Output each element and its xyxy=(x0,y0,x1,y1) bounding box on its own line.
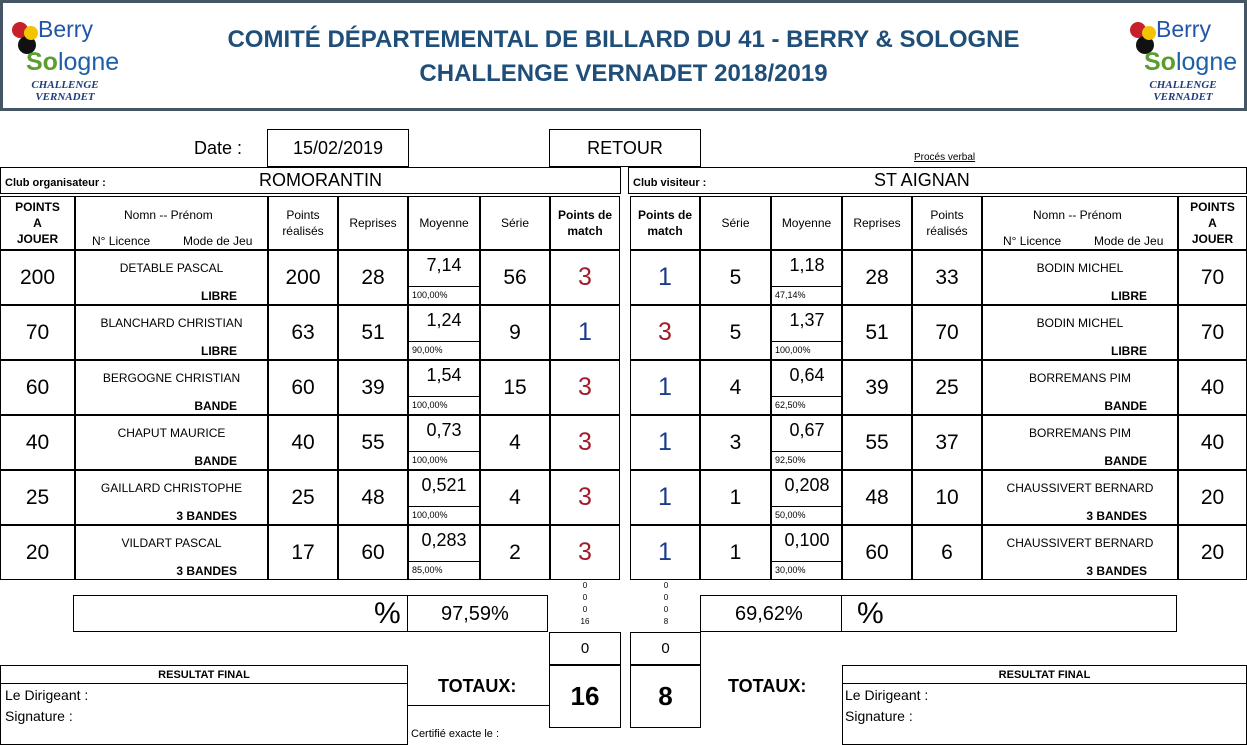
home-percentage: 97,59% xyxy=(441,603,509,625)
home-final-box xyxy=(0,665,408,745)
home-summary-box xyxy=(73,595,548,632)
signature-label: Signature : xyxy=(5,708,73,724)
divider xyxy=(409,561,479,562)
totaux-label: TOTAUX: xyxy=(438,676,517,696)
away-small-values: 0 0 0 8 xyxy=(663,581,669,626)
moyenne-value: 1,54 xyxy=(426,365,462,385)
serie: 5 xyxy=(700,305,771,360)
logo-challenge-text: CHALLENGE xyxy=(1149,79,1217,91)
moyenne-cell xyxy=(408,305,480,360)
header-reprises: Reprises xyxy=(338,196,408,250)
moyenne-value: 0,521 xyxy=(421,475,467,495)
reprises: 28 xyxy=(842,250,912,305)
date-label: Date : xyxy=(194,138,243,158)
serie: 1 xyxy=(700,470,771,525)
points-realises: 37 xyxy=(912,415,982,470)
reprises: 60 xyxy=(842,525,912,580)
yellow-ball-icon xyxy=(1142,26,1156,40)
divider xyxy=(409,341,479,342)
header-reprises: Reprises xyxy=(842,196,912,250)
moyenne-cell xyxy=(408,360,480,415)
moyenne-cell xyxy=(408,525,480,580)
resultat-final-label: RESULTAT FINAL xyxy=(843,666,1246,684)
player-name: BERGOGNE CHRISTIAN xyxy=(102,371,241,385)
points-match: 3 xyxy=(550,250,620,305)
player-cell xyxy=(982,415,1178,470)
points-match: 3 xyxy=(550,360,620,415)
dirigeant-label: Le Dirigeant : xyxy=(845,687,929,703)
game-mode: 3 BANDES xyxy=(1086,564,1147,578)
moyenne-cell xyxy=(408,415,480,470)
divider xyxy=(772,396,841,397)
home-zero-cell: 0 xyxy=(549,632,621,665)
player-cell xyxy=(982,305,1178,360)
header-points-match: Points de match xyxy=(630,196,700,250)
reprises: 55 xyxy=(842,415,912,470)
points-realises: 25 xyxy=(912,360,982,415)
serie: 3 xyxy=(700,415,771,470)
berry-sologne-logo-right xyxy=(1122,6,1242,106)
serie: 1 xyxy=(700,525,771,580)
points-realises: 60 xyxy=(268,360,338,415)
points-a-jouer: 70 xyxy=(1178,305,1247,360)
points-match: 1 xyxy=(630,525,700,580)
player-name: BORREMANS PIM xyxy=(1028,371,1131,385)
divider xyxy=(841,596,842,631)
player-cell xyxy=(75,470,268,525)
moyenne-percentage: 92,50% xyxy=(775,455,806,465)
points-a-jouer: 200 xyxy=(0,250,75,305)
moyenne-value: 1,24 xyxy=(426,310,462,330)
moyenne-value: 0,73 xyxy=(426,420,462,440)
logo-sologne-text: Sologne xyxy=(26,48,120,76)
header-moyenne: Moyenne xyxy=(771,196,842,250)
game-mode: BANDE xyxy=(1104,399,1147,413)
reprises: 51 xyxy=(338,305,408,360)
berry-sologne-logo-left xyxy=(4,6,124,106)
game-mode: 3 BANDES xyxy=(176,509,237,523)
divider xyxy=(772,451,841,452)
divider xyxy=(407,596,408,631)
points-a-jouer: 70 xyxy=(0,305,75,360)
game-mode: BANDE xyxy=(1104,454,1147,468)
divider xyxy=(772,561,841,562)
moyenne-cell xyxy=(771,250,842,305)
player-name: BODIN MICHEL xyxy=(1036,316,1124,330)
points-a-jouer: 40 xyxy=(0,415,75,470)
home-total: 16 xyxy=(549,665,621,728)
points-a-jouer: 25 xyxy=(0,470,75,525)
header-nom-prenom: Nomn -- Prénom N° Licence Mode de Jeu xyxy=(75,196,268,250)
away-total: 8 xyxy=(630,665,701,728)
percent-symbol: % xyxy=(857,597,884,630)
moyenne-value: 7,14 xyxy=(426,255,462,275)
home-small-values: 0 0 0 16 xyxy=(580,581,590,626)
serie: 4 xyxy=(480,415,550,470)
reprises: 39 xyxy=(338,360,408,415)
away-totaux-area xyxy=(701,665,842,705)
player-cell xyxy=(75,415,268,470)
moyenne-value: 0,100 xyxy=(784,530,830,550)
divider xyxy=(772,286,841,287)
signature-label: Signature : xyxy=(845,708,913,724)
yellow-ball-icon xyxy=(24,26,38,40)
moyenne-cell xyxy=(408,470,480,525)
club-organisateur-box xyxy=(0,167,621,194)
divider xyxy=(408,705,549,706)
logo-sologne-text: Sologne xyxy=(1144,48,1238,76)
proces-verbal-link: Procés verbal xyxy=(914,152,976,163)
logo-vernadet-text: VERNADET xyxy=(35,91,95,103)
points-realises: 17 xyxy=(268,525,338,580)
serie: 15 xyxy=(480,360,550,415)
moyenne-value: 1,37 xyxy=(789,310,825,330)
points-match: 1 xyxy=(630,470,700,525)
player-cell xyxy=(75,360,268,415)
serie: 2 xyxy=(480,525,550,580)
reprises: 28 xyxy=(338,250,408,305)
dirigeant-label: Le Dirigeant : xyxy=(5,687,89,703)
player-name: GAILLARD CHRISTOPHE xyxy=(100,481,243,495)
divider xyxy=(772,341,841,342)
points-a-jouer: 40 xyxy=(1178,360,1247,415)
header-moyenne: Moyenne xyxy=(408,196,480,250)
player-cell xyxy=(75,250,268,305)
away-final-box xyxy=(842,665,1247,745)
header-serie: Série xyxy=(480,196,550,250)
header-points-realises: Points réalisés xyxy=(912,196,982,250)
page-subtitle: CHALLENGE VERNADET 2018/2019 xyxy=(419,60,828,87)
player-name: CHAPUT MAURICE xyxy=(117,426,226,440)
player-name: CHAUSSIVERT BERNARD xyxy=(1006,536,1154,550)
player-cell xyxy=(75,525,268,580)
divider xyxy=(772,506,841,507)
away-percentage: 69,62% xyxy=(735,603,803,625)
logo-challenge-text: CHALLENGE xyxy=(31,79,99,91)
date-field: 15/02/2019 xyxy=(267,129,409,167)
moyenne-cell xyxy=(771,525,842,580)
points-a-jouer: 20 xyxy=(1178,525,1247,580)
player-name: CHAUSSIVERT BERNARD xyxy=(1006,481,1154,495)
game-mode: LIBRE xyxy=(1111,344,1147,358)
points-match: 1 xyxy=(630,250,700,305)
game-mode: 3 BANDES xyxy=(176,564,237,578)
moyenne-value: 0,283 xyxy=(421,530,467,550)
points-realises: 25 xyxy=(268,470,338,525)
points-match: 1 xyxy=(550,305,620,360)
player-name: VILDART PASCAL xyxy=(121,536,222,550)
reprises: 48 xyxy=(338,470,408,525)
points-realises: 200 xyxy=(268,250,338,305)
moyenne-percentage: 100,00% xyxy=(775,345,811,355)
points-match: 3 xyxy=(630,305,700,360)
player-name: BORREMANS PIM xyxy=(1028,426,1131,440)
serie: 4 xyxy=(700,360,771,415)
divider xyxy=(409,396,479,397)
player-name: BODIN MICHEL xyxy=(1036,261,1124,275)
player-cell xyxy=(75,305,268,360)
points-realises: 63 xyxy=(268,305,338,360)
moyenne-percentage: 100,00% xyxy=(412,290,448,300)
moyenne-cell xyxy=(771,305,842,360)
reprises: 60 xyxy=(338,525,408,580)
points-a-jouer: 60 xyxy=(0,360,75,415)
serie: 4 xyxy=(480,470,550,525)
game-mode: BANDE xyxy=(194,399,237,413)
points-a-jouer: 70 xyxy=(1178,250,1247,305)
serie: 56 xyxy=(480,250,550,305)
reprises: 39 xyxy=(842,360,912,415)
points-match: 1 xyxy=(630,360,700,415)
page-title: COMITÉ DÉPARTEMENTAL DE BILLARD DU 41 - BERRY & SOLOGNE xyxy=(227,26,1020,53)
header-points-a-jouer: POINTS A JOUER xyxy=(1178,196,1247,250)
moyenne-percentage: 85,00% xyxy=(412,565,443,575)
points-match: 3 xyxy=(550,415,620,470)
player-cell xyxy=(982,525,1178,580)
moyenne-value: 0,208 xyxy=(784,475,830,495)
points-realises: 33 xyxy=(912,250,982,305)
moyenne-percentage: 100,00% xyxy=(412,455,448,465)
header-points-match: Points de match xyxy=(550,196,620,250)
reprises: 51 xyxy=(842,305,912,360)
points-a-jouer: 20 xyxy=(1178,470,1247,525)
certifie-label: Certifié exacte le : xyxy=(411,728,500,740)
moyenne-percentage: 100,00% xyxy=(412,510,448,520)
game-mode: LIBRE xyxy=(201,344,237,358)
club-visiteur-value: ST AIGNAN xyxy=(874,170,970,190)
resultat-final-label: RESULTAT FINAL xyxy=(1,666,407,684)
moyenne-cell xyxy=(771,415,842,470)
game-mode: 3 BANDES xyxy=(1086,509,1147,523)
moyenne-percentage: 47,14% xyxy=(775,290,806,300)
moyenne-value: 0,67 xyxy=(789,420,825,440)
moyenne-percentage: 30,00% xyxy=(775,565,806,575)
game-mode: BANDE xyxy=(194,454,237,468)
logo-berry-text: Berry xyxy=(1156,16,1211,42)
points-realises: 40 xyxy=(268,415,338,470)
points-realises: 6 xyxy=(912,525,982,580)
points-match: 3 xyxy=(550,470,620,525)
serie: 9 xyxy=(480,305,550,360)
divider xyxy=(409,286,479,287)
moyenne-percentage: 50,00% xyxy=(775,510,806,520)
club-organisateur-label: Club organisateur : xyxy=(5,177,106,189)
serie: 5 xyxy=(700,250,771,305)
points-a-jouer: 40 xyxy=(1178,415,1247,470)
header-points-realises: Points réalisés xyxy=(268,196,338,250)
moyenne-value: 1,18 xyxy=(789,255,825,275)
points-a-jouer: 20 xyxy=(0,525,75,580)
moyenne-cell xyxy=(771,470,842,525)
game-mode: LIBRE xyxy=(201,289,237,303)
moyenne-percentage: 62,50% xyxy=(775,400,806,410)
player-name: DETABLE PASCAL xyxy=(119,261,224,275)
moyenne-cell xyxy=(408,250,480,305)
away-summary-box xyxy=(700,595,1177,632)
leg-field: RETOUR xyxy=(549,129,701,167)
player-cell xyxy=(982,250,1178,305)
header-serie: Série xyxy=(700,196,771,250)
moyenne-value: 0,64 xyxy=(789,365,825,385)
game-mode: LIBRE xyxy=(1111,289,1147,303)
club-visiteur-label: Club visiteur : xyxy=(633,177,707,189)
header-nom-prenom: Nomn -- Prénom N° Licence Mode de Jeu xyxy=(982,196,1178,250)
points-realises: 10 xyxy=(912,470,982,525)
moyenne-percentage: 100,00% xyxy=(412,400,448,410)
club-visiteur-box xyxy=(628,167,1247,194)
percent-symbol: % xyxy=(374,597,401,630)
points-match: 3 xyxy=(550,525,620,580)
reprises: 55 xyxy=(338,415,408,470)
club-organisateur-value: ROMORANTIN xyxy=(259,170,382,190)
away-zero-cell: 0 xyxy=(630,632,701,665)
points-match: 1 xyxy=(630,415,700,470)
divider xyxy=(409,451,479,452)
player-cell xyxy=(982,360,1178,415)
logo-vernadet-text: VERNADET xyxy=(1153,91,1213,103)
points-realises: 70 xyxy=(912,305,982,360)
header-points-a-jouer: POINTS A JOUER xyxy=(0,196,75,250)
totaux-label: TOTAUX: xyxy=(728,676,807,696)
reprises: 48 xyxy=(842,470,912,525)
moyenne-cell xyxy=(771,360,842,415)
moyenne-percentage: 90,00% xyxy=(412,345,443,355)
player-cell xyxy=(982,470,1178,525)
player-name: BLANCHARD CHRISTIAN xyxy=(100,316,243,330)
logo-berry-text: Berry xyxy=(38,16,93,42)
divider xyxy=(409,506,479,507)
